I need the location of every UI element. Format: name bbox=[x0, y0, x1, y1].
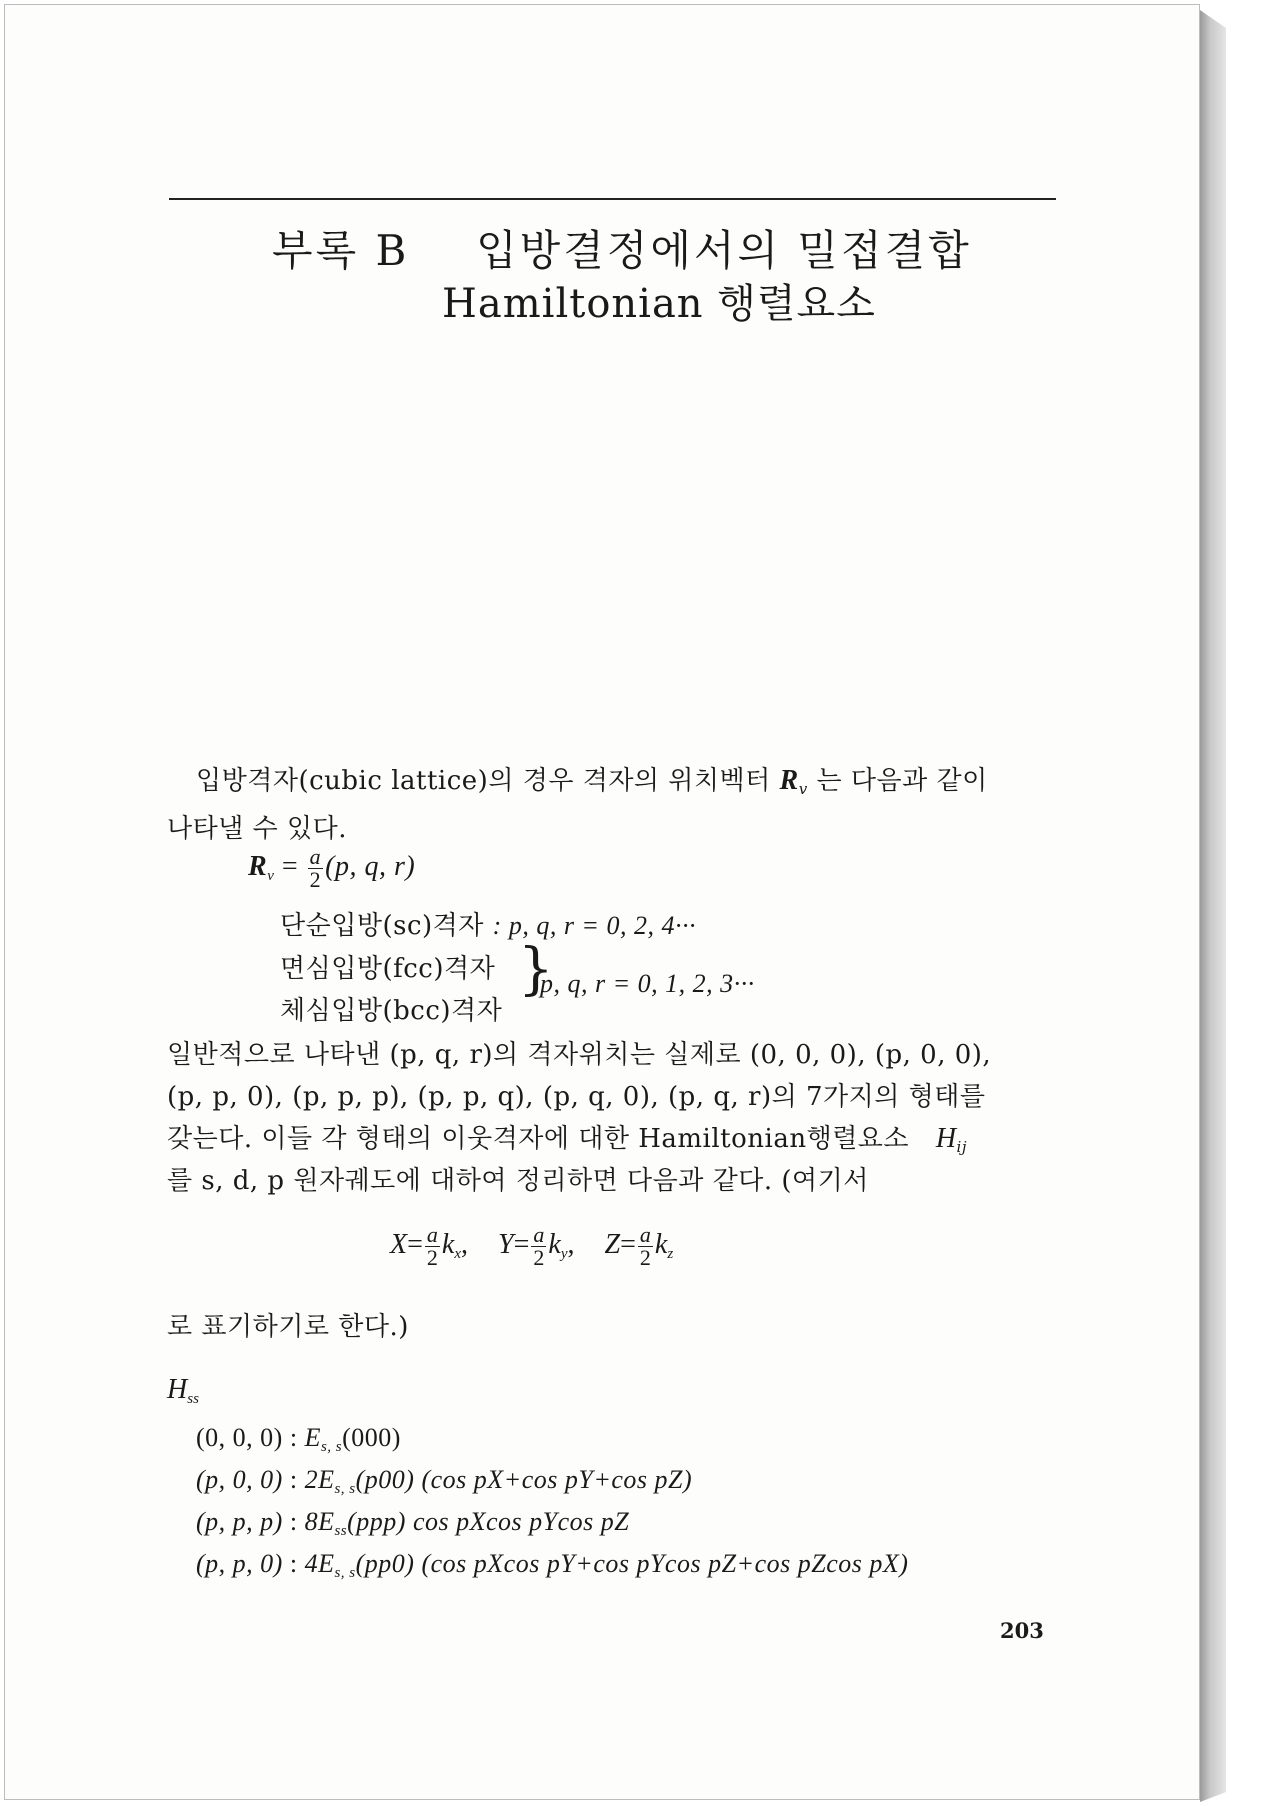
x-frac-num: a bbox=[426, 1222, 438, 1247]
y-frac-num: a bbox=[533, 1222, 545, 1247]
hss-row bbox=[196, 1549, 908, 1582]
sc-lattice-line bbox=[280, 905, 696, 942]
hss-sub: ss bbox=[187, 1391, 199, 1407]
body-line-4: 를 s, d, p 원자궤도에 대하여 정리하면 다음과 같다. (여기서 bbox=[167, 1166, 869, 1196]
hss-row-expression: (ppp) cos pXcos pYcos pZ bbox=[347, 1507, 630, 1536]
hss-row-colon: : bbox=[289, 1465, 298, 1494]
hij-sub: ij bbox=[956, 1138, 967, 1156]
y-eq: = bbox=[513, 1228, 530, 1260]
lattice-brace: } bbox=[518, 937, 554, 1002]
header-rule bbox=[169, 198, 1056, 200]
y-frac-den: 2 bbox=[533, 1245, 545, 1270]
title-line-2: Hamiltonian 행렬요소 bbox=[442, 281, 876, 327]
appendix-label: 부록 B bbox=[272, 226, 410, 275]
hss-row-coef: 4E bbox=[304, 1549, 335, 1578]
xyz-equation bbox=[390, 1224, 673, 1269]
x-k-sub: x bbox=[454, 1245, 462, 1262]
hss-row-coef: 2E bbox=[304, 1465, 335, 1494]
intro-text: 입방격자(cubic lattice)의 경우 격자의 위치벡터 bbox=[196, 766, 771, 796]
intro-line-2: 나타낼 수 있다. bbox=[167, 814, 347, 844]
x-fraction bbox=[425, 1224, 440, 1269]
hss-row-colon: : bbox=[289, 1549, 298, 1578]
hss-row-colon: : bbox=[289, 1507, 298, 1536]
hss-row-expression: (000) bbox=[342, 1423, 401, 1452]
z-frac-den: 2 bbox=[639, 1245, 651, 1270]
hss-row-position: (p, 0, 0) bbox=[196, 1465, 283, 1494]
rv-lhs: R bbox=[248, 850, 268, 882]
z-fraction bbox=[638, 1224, 653, 1269]
hss-row-coef: E bbox=[304, 1423, 321, 1452]
sc-value: : p, q, r = 0, 2, 4··· bbox=[492, 911, 696, 940]
hss-row-sub: s, s bbox=[320, 1439, 343, 1455]
z-frac-num: a bbox=[639, 1222, 651, 1247]
rv-lhs-sub: v bbox=[267, 867, 275, 884]
fcc-bcc-value: p, q, r = 0, 1, 2, 3··· bbox=[540, 969, 755, 998]
y-k-sub: y bbox=[560, 1245, 568, 1262]
vector-sub: v bbox=[798, 780, 808, 798]
x-comma: , bbox=[461, 1228, 469, 1260]
hss-row-sub: s, s bbox=[334, 1565, 356, 1581]
z-eq: = bbox=[620, 1228, 636, 1260]
x-frac-den: 2 bbox=[426, 1245, 438, 1270]
intro-text-post: 는 다음과 같이 bbox=[816, 766, 988, 796]
x-eq: = bbox=[407, 1228, 423, 1260]
hss-row-coef: 8E bbox=[304, 1507, 335, 1536]
equation-rv bbox=[248, 846, 415, 891]
y-fraction bbox=[531, 1224, 546, 1269]
fcc-label: 면심입방(fcc)격자 bbox=[280, 954, 496, 984]
page-edge-shadow bbox=[1200, 10, 1226, 1802]
title-text: 입방결정에서의 밀접결합 bbox=[476, 226, 972, 275]
closing-line: 로 표기하기로 한다.) bbox=[167, 1312, 409, 1342]
rv-eq: = bbox=[281, 850, 299, 882]
page-number: 203 bbox=[1000, 1618, 1044, 1643]
hss-row bbox=[196, 1465, 692, 1498]
hij-symbol: H bbox=[935, 1123, 957, 1154]
z-k-sub: z bbox=[667, 1245, 674, 1262]
body-line-1: 일반적으로 나타낸 (p, q, r)의 격자위치는 실제로 (0, 0, 0), (p, 0, 0), bbox=[167, 1040, 992, 1070]
title-line-1 bbox=[272, 218, 972, 278]
body-line-3 bbox=[167, 1118, 967, 1156]
z-k: k bbox=[654, 1228, 668, 1260]
hss-row-sub: s, s bbox=[334, 1481, 356, 1497]
z-lhs: Z bbox=[604, 1228, 621, 1260]
y-k: k bbox=[548, 1228, 561, 1260]
x-lhs: X bbox=[390, 1228, 408, 1260]
sc-label: 단순입방(sc)격자 bbox=[280, 911, 484, 941]
hss-row-position: (0, 0, 0) bbox=[196, 1423, 283, 1452]
rv-fraction bbox=[308, 846, 324, 891]
y-lhs: Y bbox=[498, 1228, 514, 1260]
hss-row-colon: : bbox=[289, 1423, 298, 1452]
vector-symbol: R bbox=[779, 765, 799, 796]
hss-row-expression: (p00) (cos pX+cos pY+cos pZ) bbox=[355, 1465, 693, 1494]
hss-row-position: (p, p, p) bbox=[196, 1507, 283, 1536]
hss-symbol: H bbox=[167, 1374, 188, 1405]
body-line-3-text: 갖는다. 이들 각 형태의 이웃격자에 대한 Hamiltonian행렬요소 bbox=[167, 1124, 910, 1154]
hss-row-position: (p, p, 0) bbox=[196, 1549, 283, 1578]
hss-heading bbox=[167, 1374, 199, 1408]
rv-rhs: (p, q, r) bbox=[325, 850, 416, 882]
y-comma: , bbox=[567, 1228, 575, 1260]
rv-frac-den: 2 bbox=[309, 867, 322, 892]
hss-row-sub: ss bbox=[334, 1523, 348, 1539]
hss-row bbox=[196, 1507, 629, 1540]
body-line-2: (p, p, 0), (p, p, p), (p, p, q), (p, q, 0), (p, q, r)의 7가지의 형태를 bbox=[167, 1082, 986, 1112]
hss-row-expression: (pp0) (cos pXcos pY+cos pYcos pZ+cos pZcos pX) bbox=[355, 1549, 909, 1578]
hss-row bbox=[196, 1423, 401, 1456]
x-k: k bbox=[441, 1228, 455, 1260]
rv-frac-num: a bbox=[309, 844, 322, 869]
intro-line-1 bbox=[196, 760, 988, 798]
bcc-label: 체심입방(bcc)격자 bbox=[280, 996, 503, 1026]
